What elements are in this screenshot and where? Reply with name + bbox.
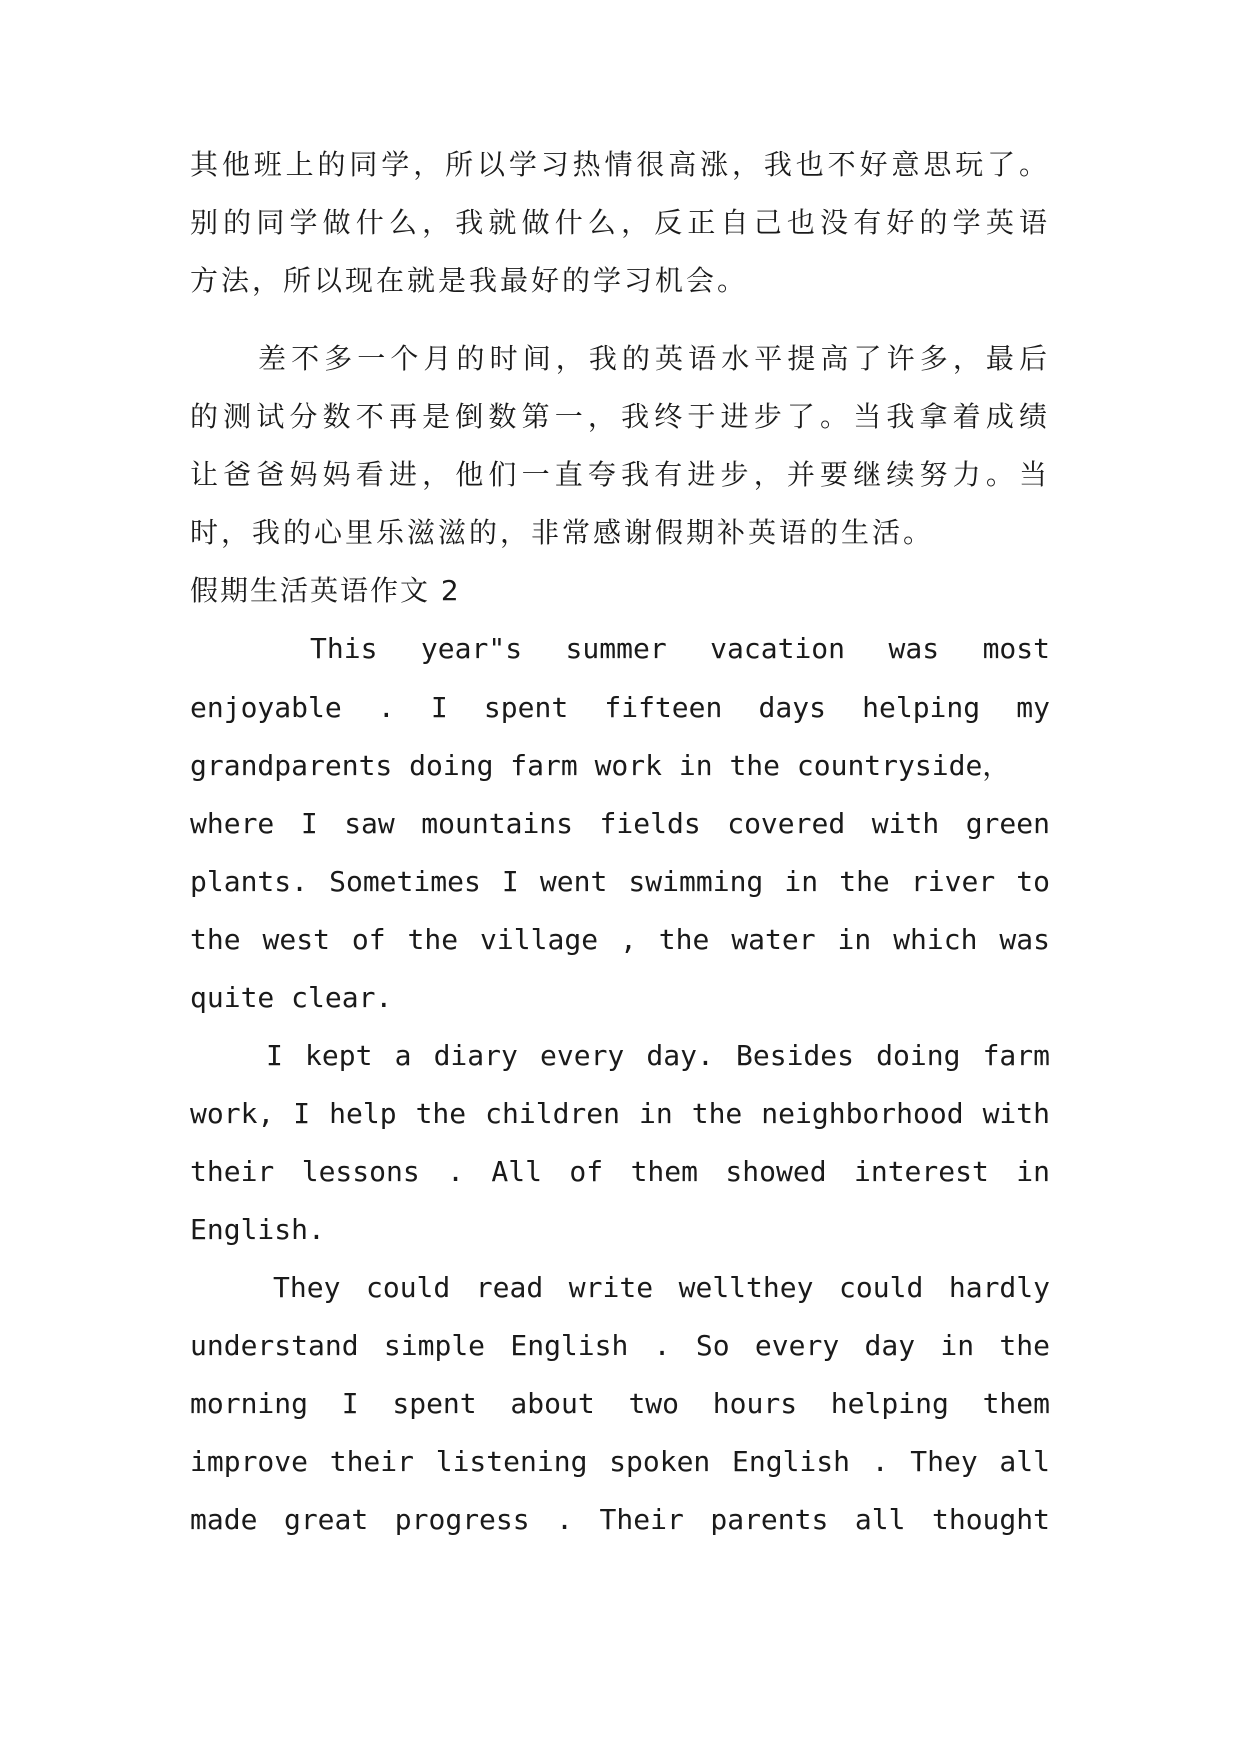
paragraph-line: 方法，所以现在就是我最好的学习机会。: [190, 264, 749, 297]
paragraph-line: grandparents doing farm work in the countryside，: [190, 749, 1011, 782]
paragraph-line: 别的同学做什么，我就做什么，反正自己也没有好的学英语: [190, 206, 1050, 239]
paragraph-line: 的测试分数不再是倒数第一，我终于进步了。当我拿着成绩: [190, 400, 1050, 433]
paragraph-line: quite clear.: [190, 981, 393, 1014]
paragraph-line: 时，我的心里乐滋滋的，非常感谢假期补英语的生活。: [190, 516, 935, 549]
paragraph-line: work, I help the children in the neighborhood with: [190, 1097, 1050, 1130]
paragraph-line: where I saw mountains fields covered with green: [190, 807, 1050, 840]
paragraph-line: improve their listening spoken English . They all: [190, 1445, 1050, 1478]
paragraph-line: plants. Sometimes I went swimming in the river to: [190, 865, 1050, 898]
paragraph-line: 差不多一个月的时间，我的英语水平提高了许多，最后: [258, 342, 1050, 375]
paragraph-line: English.: [190, 1213, 325, 1246]
paragraph-line: morning I spent about two hours helping them: [190, 1387, 1050, 1420]
paragraph-line: 其他班上的同学，所以学习热情很高涨，我也不好意思玩了。: [190, 148, 1050, 181]
paragraph-line: I kept a diary every day. Besides doing farm: [266, 1039, 1050, 1072]
paragraph-line: 让爸爸妈妈看进，他们一直夸我有进步，并要继续努力。当: [190, 458, 1050, 491]
section-heading: 假期生活英语作文 2: [190, 574, 461, 607]
paragraph-line: This year"s summer vacation was most: [310, 632, 1050, 665]
paragraph-line: They could read write wellthey could hardly: [273, 1271, 1050, 1304]
paragraph-line: made great progress . Their parents all thought: [190, 1503, 1050, 1536]
paragraph-line: understand simple English . So every day in the: [190, 1329, 1050, 1362]
paragraph-line: their lessons . All of them showed interest in: [190, 1155, 1050, 1188]
paragraph-line: enjoyable . I spent fifteen days helping my: [190, 691, 1050, 724]
paragraph-line: the west of the village , the water in which was: [190, 923, 1050, 956]
